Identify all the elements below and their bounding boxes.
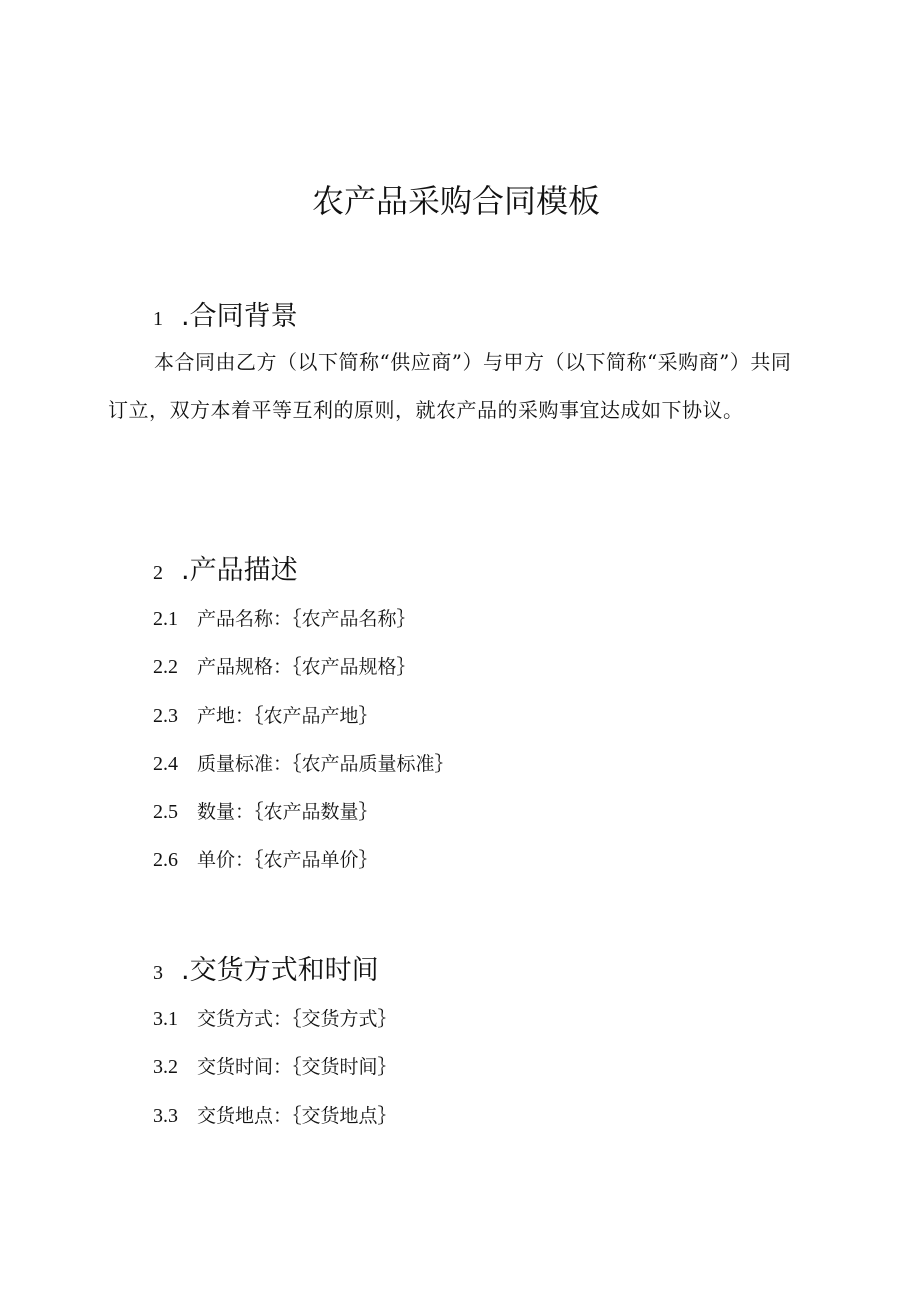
list-item-2-2: [153, 652, 416, 679]
item-number: 2.2: [153, 656, 178, 678]
item-text: 产地：｛农产品产地｝: [197, 705, 378, 727]
item-number: 3.2: [153, 1056, 178, 1078]
item-text: 交货方式：｛交货方式｝: [197, 1008, 397, 1030]
section-title: .产品描述: [181, 555, 298, 586]
section-number: 2: [153, 562, 163, 584]
section-title: .合同背景: [181, 301, 298, 332]
section-number: 1: [153, 308, 163, 330]
item-text: 产品名称：｛农产品名称｝: [197, 608, 416, 630]
list-item-2-5: [153, 797, 378, 824]
item-number: 2.3: [153, 705, 178, 727]
section-heading-2: [153, 548, 298, 587]
item-text: 数量：｛农产品数量｝: [197, 801, 378, 823]
list-item-2-4: [153, 749, 454, 776]
list-item-3-3: [153, 1101, 397, 1128]
item-number: 2.5: [153, 801, 178, 823]
item-number: 3.1: [153, 1008, 178, 1030]
section-heading-1: [153, 294, 298, 333]
list-item-3-2: [153, 1052, 397, 1079]
item-text: 产品规格：｛农产品规格｝: [197, 656, 416, 678]
item-text: 质量标准：｛农产品质量标准｝: [197, 753, 454, 775]
section-title: .交货方式和时间: [181, 955, 379, 986]
item-number: 2.1: [153, 608, 178, 630]
list-item-2-3: [153, 701, 378, 728]
list-item-2-1: [153, 604, 416, 631]
item-text: 交货时间：｛交货时间｝: [197, 1056, 397, 1078]
section-1-paragraph: 本合同由乙方（以下简称“供应商”）与甲方（以下简称“采购商”）共同订立，双方本着平等互利的原则，就农产品的采购事宜达成如下协议。: [108, 350, 792, 422]
item-number: 2.6: [153, 849, 178, 871]
section-heading-3: [153, 948, 379, 987]
item-text: 单价：｛农产品单价｝: [197, 849, 378, 871]
item-number: 3.3: [153, 1105, 178, 1127]
item-text: 交货地点：｛交货地点｝: [197, 1105, 397, 1127]
list-item-3-1: [153, 1004, 397, 1031]
section-number: 3: [153, 962, 163, 984]
document-title: 农产品采购合同模板: [311, 182, 600, 220]
item-number: 2.4: [153, 753, 178, 775]
list-item-2-6: [153, 845, 378, 872]
